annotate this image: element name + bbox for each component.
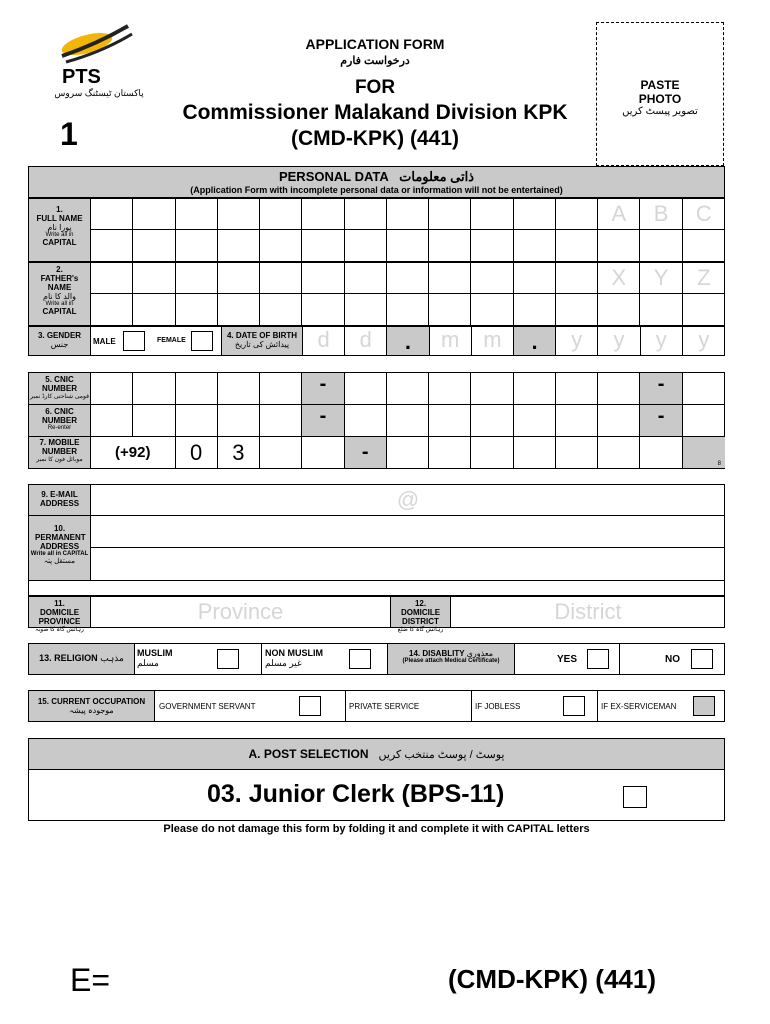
post-title-urdu: پوسٹ / پوسٹ منتخب کریں xyxy=(378,749,505,761)
letter-cell[interactable] xyxy=(133,199,175,230)
full-name-row xyxy=(28,198,725,262)
letter-cell[interactable] xyxy=(91,294,133,325)
post-name: 03. Junior Clerk (BPS-11) xyxy=(207,780,505,808)
occupation-exservice-label: IF EX-SERVICEMAN xyxy=(601,702,677,711)
dob-cell[interactable]: m xyxy=(472,327,514,355)
letter-cell[interactable] xyxy=(260,199,302,230)
letter-cell[interactable] xyxy=(683,230,725,261)
address-label: 10. PERMANENT ADDRESS Write all in CAPITAL مستقل پتہ xyxy=(29,516,91,580)
letter-cell[interactable] xyxy=(218,294,260,325)
gender-label: 3. GENDER جنس xyxy=(29,327,91,355)
letter-cell[interactable] xyxy=(514,230,556,261)
non-muslim-label: NON MUSLIM غیر مسلم xyxy=(265,648,323,668)
letter-cell[interactable] xyxy=(598,230,640,261)
logo-name: PTS xyxy=(62,66,101,88)
digit-cell[interactable] xyxy=(345,373,387,405)
domicile-row xyxy=(28,596,725,633)
letter-cell[interactable] xyxy=(176,294,218,325)
religion-row xyxy=(28,643,725,675)
form-title: APPLICATION FORM xyxy=(305,36,445,52)
letter-cell[interactable] xyxy=(514,199,556,230)
mobile-dash: - xyxy=(345,437,387,468)
form-number: 1 xyxy=(60,116,78,152)
digit-cell[interactable] xyxy=(260,405,302,437)
cnic-dash: - xyxy=(640,405,682,437)
dob-cell[interactable]: y xyxy=(698,327,710,352)
digit-cell[interactable] xyxy=(260,373,302,405)
digit-cell[interactable] xyxy=(514,405,556,437)
letter-cell[interactable] xyxy=(471,199,513,230)
photo-urdu: تصویر پیسٹ کریں xyxy=(622,106,698,117)
address-line-1[interactable] xyxy=(91,516,725,548)
ghost-letter: C xyxy=(683,199,725,230)
disability-no-checkbox[interactable] xyxy=(691,649,713,669)
digit-cell[interactable] xyxy=(429,437,471,468)
dob-separator: . xyxy=(387,327,429,355)
email-input[interactable]: @ xyxy=(91,485,725,516)
letter-cell[interactable] xyxy=(218,230,260,261)
ghost-letter: X xyxy=(598,263,640,294)
letter-cell[interactable] xyxy=(91,199,133,230)
female-checkbox[interactable] xyxy=(191,331,213,351)
letter-cell[interactable] xyxy=(260,294,302,325)
digit-cell[interactable] xyxy=(260,437,302,468)
digit-cell[interactable] xyxy=(429,373,471,405)
photo-box[interactable] xyxy=(596,22,724,166)
digit-cell[interactable] xyxy=(471,405,513,437)
digit-cell[interactable] xyxy=(133,373,175,405)
letter-cell[interactable] xyxy=(556,263,598,294)
address-line-2[interactable] xyxy=(91,548,725,580)
digit-cell[interactable] xyxy=(471,437,513,468)
letter-cell[interactable] xyxy=(91,263,133,294)
male-label: MALE xyxy=(93,337,116,346)
occupation-exservice-checkbox[interactable] xyxy=(693,696,715,716)
religion-label: 13. RELIGION مذہب xyxy=(29,644,135,674)
personal-data-header xyxy=(28,166,725,198)
digit-cell[interactable] xyxy=(387,405,429,437)
letter-cell[interactable] xyxy=(133,263,175,294)
letter-cell[interactable] xyxy=(429,199,471,230)
gender-dob-row xyxy=(28,326,725,356)
cnic-label: 5. CNIC NUMBER قومی شناختی کارڈ نمبر xyxy=(29,373,91,405)
letter-cell[interactable] xyxy=(556,294,598,325)
letter-cell[interactable] xyxy=(345,263,387,294)
digit-cell[interactable] xyxy=(218,373,260,405)
digit-cell[interactable] xyxy=(640,437,682,468)
cnic-block xyxy=(28,372,725,469)
letter-cell[interactable] xyxy=(514,294,556,325)
occupation-private-label: PRIVATE SERVICE xyxy=(349,702,420,711)
full-name-label: 1. FULL NAME پورا نام Write all in CAPITAL xyxy=(29,199,91,261)
occupation-row xyxy=(28,690,725,722)
occupation-jobless-checkbox[interactable] xyxy=(563,696,585,716)
letter-cell[interactable] xyxy=(514,263,556,294)
disability-yes-label: YES xyxy=(557,654,578,665)
pts-logo-icon xyxy=(42,22,152,67)
father-name-label: 2. FATHER's NAME والد کا نام Write all in CAPITAL xyxy=(29,263,91,325)
digit-cell[interactable] xyxy=(345,405,387,437)
letter-cell[interactable] xyxy=(387,263,429,294)
cnic-grid[interactable] xyxy=(91,373,725,405)
cnic2-label: 6. CNIC NUMBER Re-enter xyxy=(29,405,91,437)
letter-cell[interactable] xyxy=(556,199,598,230)
ghost-letter: Z xyxy=(683,263,725,294)
email-address-block xyxy=(28,484,725,596)
digit-cell[interactable] xyxy=(598,405,640,437)
digit-cell[interactable] xyxy=(598,373,640,405)
disability-label: 14. DISABLITY معذوری (Please attach Medical Certificate) xyxy=(387,644,515,674)
post-selection-box xyxy=(28,770,725,821)
digit-cell[interactable] xyxy=(91,373,133,405)
father-name-grid[interactable] xyxy=(91,263,725,325)
photo-line1: PASTE xyxy=(640,78,680,92)
letter-cell[interactable] xyxy=(471,230,513,261)
digit-cell[interactable] xyxy=(302,437,344,468)
letter-cell[interactable] xyxy=(429,294,471,325)
letter-cell[interactable] xyxy=(176,263,218,294)
letter-cell[interactable] xyxy=(345,199,387,230)
letter-cell[interactable] xyxy=(640,230,682,261)
digit-cell[interactable] xyxy=(91,405,133,437)
muslim-label: MUSLIM مسلم xyxy=(137,648,173,668)
father-name-row xyxy=(28,262,725,326)
digit-cell[interactable] xyxy=(556,437,598,468)
domicile-district-input[interactable]: District xyxy=(554,599,622,624)
letter-cell[interactable] xyxy=(345,230,387,261)
digit-cell[interactable] xyxy=(514,437,556,468)
post-selection-header xyxy=(28,738,725,770)
dob-grid[interactable] xyxy=(303,327,725,355)
bottom-left-code: E= xyxy=(70,962,111,998)
letter-cell[interactable] xyxy=(176,230,218,261)
letter-cell[interactable] xyxy=(387,294,429,325)
letter-cell[interactable] xyxy=(302,263,344,294)
digit-cell[interactable] xyxy=(176,405,218,437)
digit-cell[interactable] xyxy=(429,405,471,437)
post-title: A. POST SELECTION xyxy=(248,747,369,761)
ghost-letter: A xyxy=(598,199,640,230)
mobile-label: 7. MOBILE NUMBER موبائل فون کا نمبر xyxy=(29,437,91,468)
form-for: FOR xyxy=(354,77,396,98)
post-checkbox[interactable] xyxy=(623,786,647,808)
personal-note: (Application Form with incomplete personal data or information will not be entertained) xyxy=(190,185,563,195)
mobile-country-code: (+92) xyxy=(91,437,176,468)
ghost-letter: Y xyxy=(640,263,682,294)
form-title-urdu: درخواست فارم xyxy=(340,55,410,67)
digit-cell[interactable] xyxy=(598,437,640,468)
letter-cell[interactable] xyxy=(598,294,640,325)
cnic-dash: - xyxy=(302,405,344,437)
footer-note: Please do not damage this form by folding it and complete it with CAPITAL letters xyxy=(163,823,590,835)
digit-cell[interactable] xyxy=(176,373,218,405)
digit-cell[interactable] xyxy=(683,373,725,405)
letter-cell[interactable] xyxy=(133,294,175,325)
ghost-letter: B xyxy=(640,199,682,230)
digit-cell[interactable] xyxy=(683,405,725,437)
disability-no-label: NO xyxy=(665,654,680,665)
letter-cell[interactable] xyxy=(91,230,133,261)
dob-cell[interactable]: d xyxy=(345,327,387,355)
domicile-province-input[interactable]: Province xyxy=(91,597,391,627)
letter-cell[interactable] xyxy=(302,230,344,261)
cnic-dash: - xyxy=(640,373,682,405)
letter-cell[interactable] xyxy=(683,294,725,325)
dob-label: 4. DATE OF BIRTH پیدائش کی تاریخ xyxy=(221,327,303,355)
cnic2-grid[interactable] xyxy=(91,405,725,437)
letter-cell[interactable] xyxy=(429,263,471,294)
form-org: Commissioner Malakand Division KPK xyxy=(182,101,568,124)
muslim-checkbox[interactable] xyxy=(217,649,239,669)
letter-cell[interactable] xyxy=(176,199,218,230)
dob-cell[interactable]: y xyxy=(641,327,683,355)
pts-logo xyxy=(42,22,152,102)
dob-cell[interactable]: y xyxy=(556,327,598,355)
occupation-govt-checkbox[interactable] xyxy=(299,696,321,716)
letter-cell[interactable] xyxy=(345,294,387,325)
letter-cell[interactable] xyxy=(260,230,302,261)
disability-yes-checkbox[interactable] xyxy=(587,649,609,669)
mobile-tail-mark: 8 xyxy=(717,461,721,467)
domicile-province-label: 11. DOMICILE PROVINCE رہائش گاہ کا صوبہ xyxy=(29,597,91,627)
female-label: FEMALE xyxy=(157,337,186,344)
letter-cell[interactable] xyxy=(387,230,429,261)
dob-cell[interactable]: y xyxy=(598,327,640,355)
letter-cell[interactable] xyxy=(218,263,260,294)
bottom-right-code: (CMD-KPK) (441) xyxy=(448,964,656,994)
digit-cell[interactable] xyxy=(556,373,598,405)
logo-urdu: پاکستان ٹیسٹنگ سروس xyxy=(54,88,144,98)
personal-title: PERSONAL DATA xyxy=(278,169,389,184)
form-code: (CMD-KPK) (441) xyxy=(291,127,459,150)
occupation-govt-label: GOVERNMENT SERVANT xyxy=(159,702,256,711)
digit-cell[interactable] xyxy=(556,405,598,437)
letter-cell[interactable] xyxy=(133,230,175,261)
occupation-jobless-label: IF JOBLESS xyxy=(475,702,521,711)
male-checkbox[interactable] xyxy=(123,331,145,351)
occupation-label: 15. CURRENT OCCUPATION موجودہ پیشہ xyxy=(29,691,155,721)
letter-cell[interactable] xyxy=(260,263,302,294)
domicile-district-label: 12. DOMICILE DISTRICT رہائش گاہ کا ضلع xyxy=(391,597,451,627)
digit-cell[interactable] xyxy=(514,373,556,405)
digit-cell[interactable] xyxy=(683,437,725,468)
letter-cell[interactable] xyxy=(556,230,598,261)
letter-cell[interactable] xyxy=(471,294,513,325)
photo-line2: PHOTO xyxy=(638,92,682,106)
dob-separator: . xyxy=(514,327,556,355)
letter-cell[interactable] xyxy=(302,199,344,230)
address-line-3[interactable] xyxy=(29,580,725,595)
letter-cell[interactable] xyxy=(218,199,260,230)
dob-cell[interactable]: m xyxy=(430,327,472,355)
digit-cell[interactable] xyxy=(133,405,175,437)
mobile-digit-0[interactable]: 0 xyxy=(176,437,218,468)
email-label: 9. E-MAIL ADDRESS xyxy=(29,485,91,516)
letter-cell[interactable] xyxy=(640,294,682,325)
personal-title-urdu: ذاتی معلومات xyxy=(399,169,475,184)
non-muslim-checkbox[interactable] xyxy=(349,649,371,669)
letter-cell[interactable] xyxy=(471,263,513,294)
full-name-grid[interactable] xyxy=(91,199,725,261)
mobile-grid[interactable] xyxy=(91,437,725,468)
cnic-dash: - xyxy=(302,373,344,405)
letter-cell[interactable] xyxy=(429,230,471,261)
mobile-digit-3[interactable]: 3 xyxy=(218,437,260,468)
dob-cell[interactable]: d xyxy=(303,327,345,355)
digit-cell[interactable] xyxy=(218,405,260,437)
digit-cell[interactable] xyxy=(471,373,513,405)
letter-cell[interactable] xyxy=(302,294,344,325)
digit-cell[interactable] xyxy=(387,373,429,405)
letter-cell[interactable] xyxy=(387,199,429,230)
digit-cell[interactable] xyxy=(387,437,429,468)
